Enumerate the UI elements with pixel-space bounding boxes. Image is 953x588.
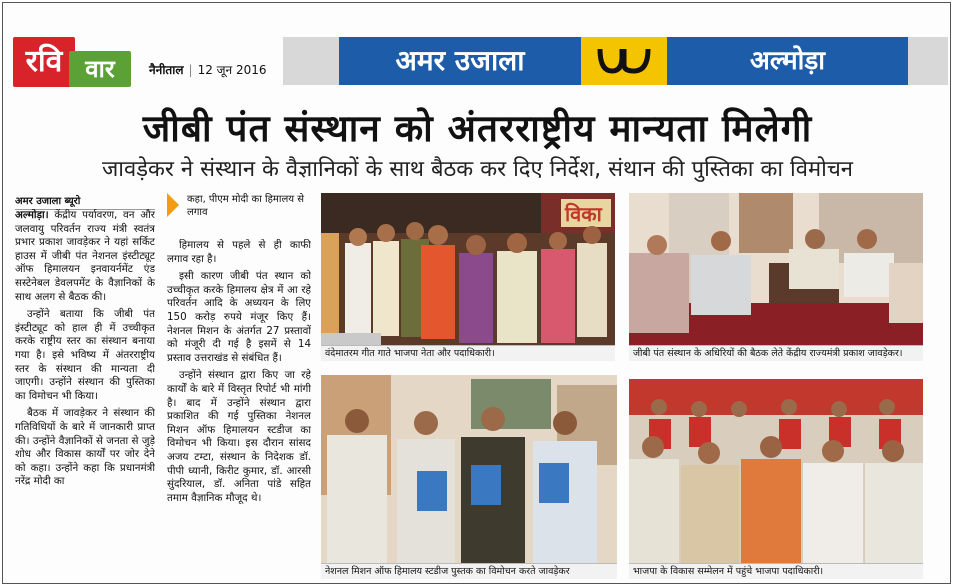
photo-caption: जीबी पंत संस्थान के अधिरियों की बैठक लेते केंद्रीय राज्यमंत्री प्रकाश जावड़ेकर। [629, 345, 923, 361]
photo-caption: नेशनल मिशन ऑफ हिमालय स्टडीज पुस्तक का विमोचन करते जावड़ेकर [321, 563, 617, 579]
paragraph-text: केंद्रीय पर्यावरण, वन और जलवायु परिवर्तन राज्य मंत्री स्वतंत्र प्रभार प्रकाश जावड़ेकर ने यहां सर्किट हाउस में जीबी पंत नेशनल इंस्टीट्यूट ऑफ हिमालयन इनवायर्नमेंट एंड सस्टेनेबल डेवलपमेंट के वैज्ञानिकों के साथ अलग से बैठक की। [15, 209, 155, 303]
city-name: नैनीताल [149, 63, 184, 77]
subheadline: जावड़ेकर ने संस्थान के वैज्ञानिकों के साथ बैठक कर दिए निर्देश, संथान की पुस्तिका का विमोचन [101, 157, 854, 182]
group-photo-image [321, 193, 615, 361]
paragraph: उन्होंने बताया कि जीबी पंत इंस्टीट्यूट को हाल ही में उच्चीकृत करके राष्ट्रीय स्तर का संस्थान बनाया गया है। इसे भविष्य में अंतरराष्ट्रीय स्तर के संस्थान की मान्यता दी जाएगी। उन्होंने संस्थान की पुस्तिका का विमोचन भी किया। [15, 308, 155, 402]
dateline-lead: अल्मोड़ा। [15, 209, 49, 221]
emblem-icon [594, 45, 654, 77]
logo-part-vaar: वार [69, 51, 131, 87]
photo-bjp-conference [629, 379, 923, 579]
paragraph: इसी कारण जीबी पंत स्थान को उच्चीकृत करके हिमालय क्षेत्र में आ रहे परिवर्तन आदि के अध्ययन के लिए 150 करोड़ रुपये मंजूर किए हैं। नेशनल मिशन के अंतर्गत 27 प्रस्तावों को मंजूरी दी गई है इसमें से 14 प्रस्ताव उत्तराखंड से संबंधित हैं। [167, 270, 311, 364]
paragraph: उन्होंने संस्थान द्वारा किए जा रहे कार्यों के बारे में विस्तृत रिपोर्ट भी मांगी है। बाद में उन्होंने संस्थान द्वारा प्रकाशित की गई पुस्तिका नेशनल मिशन ऑफ हिमालयन स्टडीज का विमोचन भी किया। इस दौरान सांसद अजय टम्टा, संस्थान के निदेशक डॉ. पीपी ध्यानी, किरीट कुमार, डॉ. आरसी सुंदरियाल, डॉ. अनिता पांडे सहित तमाम वैज्ञानिक मौजूद थे। [167, 369, 311, 504]
paragraph: बैठक में जावड़ेकर ने संस्थान की गतिविधियों के बारे में जानकारी प्राप्त की। उन्होंने वैज्ञानिकों से जनता से जुड़े शोध और विकास कार्यों पर जोर देने को कहा। उन्होंने कहा कि प्रधानमंत्री नरेंद्र मोदी का [15, 407, 155, 488]
photo-caption: भाजपा के विकास सम्मेलन में पहुंचे भाजपा पदाधिकारी। [629, 563, 923, 579]
photo-book-release [321, 375, 617, 579]
newspaper-page [2, 2, 951, 584]
pull-quote-text: कहा, पीएम मोदी का हिमालय से लगाव [187, 194, 304, 218]
issue-date: 12 जून 2016 [197, 63, 267, 77]
banner-text: विका [565, 202, 602, 226]
paragraph [15, 209, 155, 304]
paragraph: हिमालय से पहले से ही काफी लगाव रहा है। [167, 239, 311, 265]
photo-institute-meeting [629, 193, 923, 361]
photo-caption: वंदेमातरम गीत गाते भाजपा नेता और पदाधिकारी। [321, 345, 615, 361]
logo-part-ravi: रवि [13, 37, 75, 87]
article-column-2 [167, 239, 311, 584]
dateline [149, 61, 267, 78]
book-release-photo-image [321, 375, 617, 579]
headline: जीबी पंत संस्थान को अंतरराष्ट्रीय मान्यता मिलेगी [142, 107, 813, 150]
ravivaar-logo [9, 33, 135, 95]
quote-arrow-icon [167, 193, 179, 217]
pull-quote [167, 193, 311, 229]
amar-ujala-emblem [581, 37, 667, 85]
paper-name: अमर उजाला [339, 37, 581, 85]
meeting-photo-image [629, 193, 923, 361]
photo-bjp-leaders-singing [321, 193, 615, 361]
conference-photo-image [629, 379, 923, 579]
edition-name: अल्मोड़ा [667, 37, 908, 85]
article-column-1 [15, 209, 155, 584]
dateline-separator: | [188, 63, 193, 77]
byline: अमर उजाला ब्यूरो [15, 193, 155, 210]
